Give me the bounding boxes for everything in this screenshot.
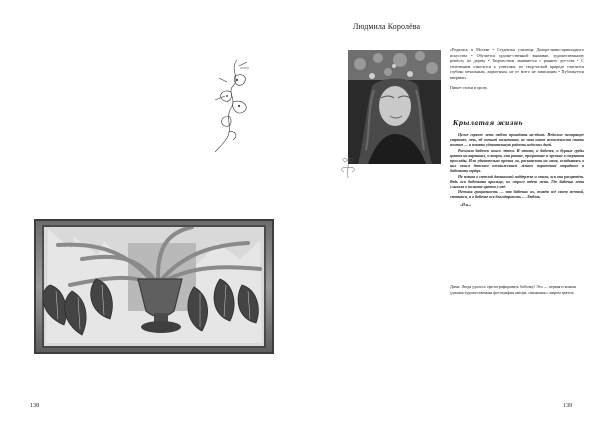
bio-paragraph: «Родилась в Москве • Студентка училища Декора-тивно-прикладного искусства • Обучается художе-ственной вышивке, художественному ремёслу по дереву • Творчеством занимается с раннего дет-ства • С увлечением относится к учителям, по твор-ческой природе считается глубоко печальным, лирич-ным, не от всего не зависящим • Публикуется впервые»	[450, 47, 584, 80]
flower-sketch-illustration	[335, 150, 361, 180]
section-title: Крылатая жизнь	[453, 120, 523, 127]
story-signature: «Н.н.»	[460, 202, 472, 207]
story-paragraph: Целое горячее лето люблю проводить на-едине. Недолгое пестрящее утреннее, лечь, об осенней пальтишке, не зная иначе возможности стать поэтом — и понять удивительную радость недолгих дней.	[450, 133, 584, 148]
story-text	[450, 133, 584, 208]
photo-caption-note: Дима: Людя удалось сфотографировать бабочку! Это — первая и всякая удачная художественная фотография автора, связанная с миром цветов.	[450, 284, 576, 295]
author-name: Людмила Королёва	[353, 22, 421, 31]
story-paragraph: Не всякая в светлой давнишней поддержке и стала, вся она расцветёт. Ведь вся бабочкина крыльцо, но строго ведет меня. Где бабочка лета слыхала в полноте цветов у неё.	[450, 174, 584, 190]
relief-panel-artwork	[34, 219, 274, 354]
story-paragraph: Рисовала бабочек много летом. И чтото, и бабочек, и бурные груды цветов на картинах, и ковров, они разные, прозрачные и хрупкие в сверкании прохлады. Или удивительно прочна ли, раскинувши на меня, вглядываясь в них своим детским постижением лёгкого поражения отрадного и бабочкина сердца.	[450, 148, 584, 174]
bio-paragraph: Пишет стихи и прозу.	[450, 85, 488, 90]
author-portrait-photo	[348, 50, 441, 164]
story-paragraph: Нежная грациозность — это бабочка: ах, живёт всё своею мечтой, светится, и в бабочке вся благодарность — Любовь.	[450, 190, 584, 200]
author-biography	[450, 47, 584, 96]
page-number-left: 138	[30, 403, 39, 409]
butterfly-sketch-illustration	[207, 56, 259, 154]
page-number-right: 139	[563, 403, 572, 409]
